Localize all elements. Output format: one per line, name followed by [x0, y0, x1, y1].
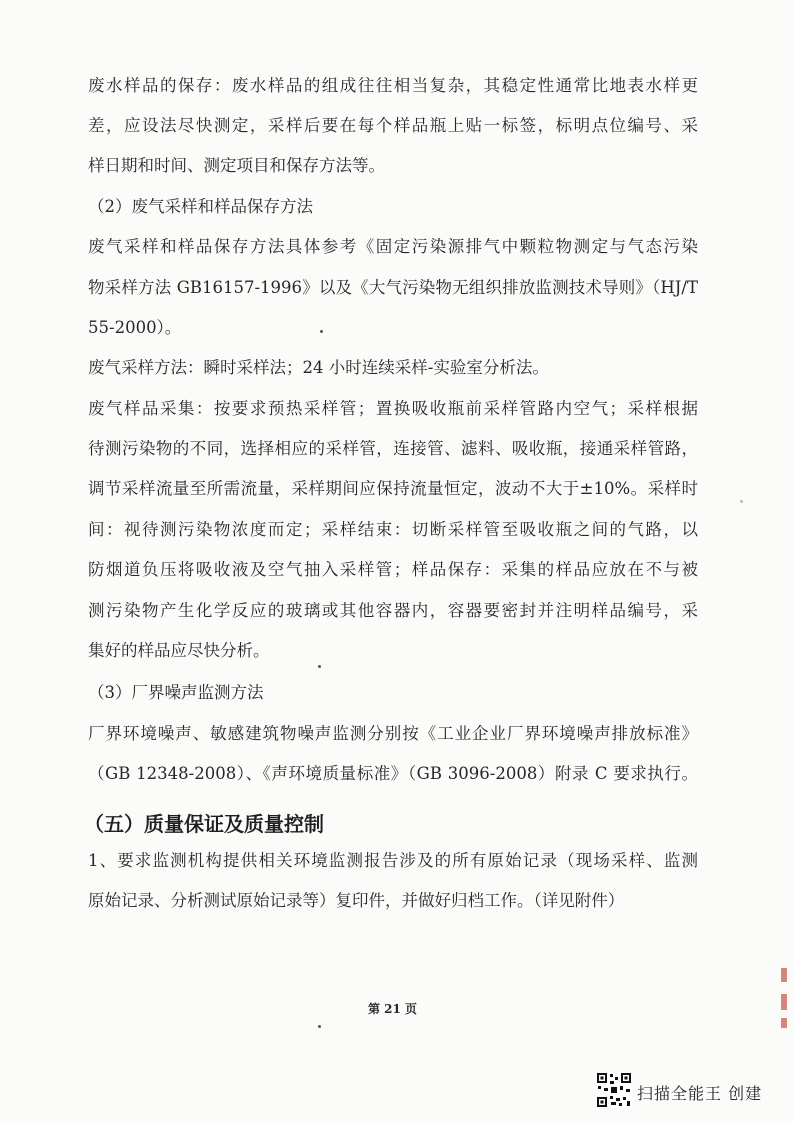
paragraph-line-8: 废气采样方法：瞬时采样法；24 小时连续采样-实验室分析法。 [88, 358, 549, 377]
paragraph-line-2: 差，应设法尽快测定，采样后要在每个样品瓶上贴一标签，标明点位编号、采 [88, 116, 698, 135]
paragraph-line-6: 物采样方法 GB16157-1996》以及《大气污染物无组织排放监测技术导则》（HJ/T [88, 278, 698, 297]
paragraph-line-19: 1、要求监测机构提供相关环境监测报告涉及的所有原始记录（现场采样、监测 [88, 851, 698, 870]
subheading-2: （2）废气采样和样品保存方法 [88, 197, 313, 216]
paragraph-line-9: 废气样品采集：按要求预热采样管；置换吸收瓶前采样管路内空气；采样根据 [88, 399, 698, 418]
subheading-3: （3）厂界噪声监测方法 [88, 683, 264, 702]
paragraph-line-11: 调节采样流量至所需流量，采样期间应保持流量恒定，波动不大于±10%。采样时 [88, 479, 698, 498]
paragraph-line-1: 废水样品的保存：废水样品的组成往往相当复杂，其稳定性通常比地表水样更 [88, 76, 698, 95]
edge-mark [781, 968, 787, 982]
paragraph-line-3: 样日期和时间、测定项目和保存方法等。 [88, 156, 385, 175]
qr-code-icon [596, 1072, 632, 1108]
paragraph-line-15: 集好的样品应尽快分析。 [88, 641, 270, 660]
scan-speck [318, 665, 321, 668]
paragraph-line-12: 间：视待测污染物浓度而定；采样结束：切断采样管至吸收瓶之间的气路，以 [88, 520, 698, 539]
paragraph-line-5: 废气采样和样品保存方法具体参考《固定污染源排气中颗粒物测定与气态污染 [88, 237, 698, 256]
paragraph-line-14: 测污染物产生化学反应的玻璃或其他容器内，容器要密封并注明样品编号，采 [88, 601, 698, 620]
scanner-watermark-text: 扫描全能王 创建 [637, 1084, 763, 1103]
paragraph-line-10: 待测污染物的不同，选择相应的采样管，连接管、滤料、吸收瓶，接通采样管路， [88, 439, 698, 458]
scan-speck [318, 1025, 321, 1028]
edge-mark [781, 994, 787, 1010]
paragraph-line-13: 防烟道负压将吸收液及空气抽入采样管；样品保存：采集的样品应放在不与被 [88, 560, 698, 579]
edge-mark [781, 1018, 787, 1028]
scan-speck [740, 500, 743, 503]
paragraph-line-20: 原始记录、分析测试原始记录等）复印件，并做好归档工作。（详见附件） [88, 891, 625, 910]
scan-speck [320, 330, 323, 333]
paragraph-line-18: （GB 12348-2008）、《声环境质量标准》（GB 3096-2008）附录 C 要求执行。 [88, 764, 698, 783]
page-number: 第 21 页 [368, 1002, 418, 1016]
section-heading-5: （五）质量保证及质量控制 [84, 812, 324, 836]
paragraph-line-7: 55-2000）。 [88, 318, 182, 337]
paragraph-line-17: 厂界环境噪声、敏感建筑物噪声监测分别按《工业企业厂界环境噪声排放标准》 [88, 724, 698, 743]
